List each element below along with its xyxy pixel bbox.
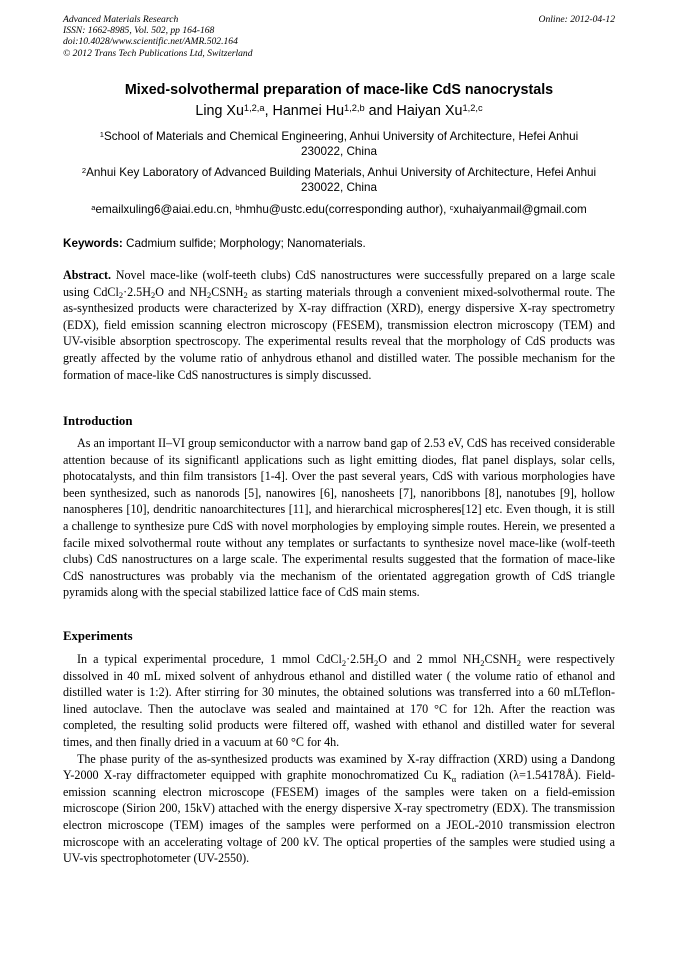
email-address: xuhaiyanmail@gmail.com [453, 203, 587, 216]
body-text: O and 2 mmol NH [378, 652, 481, 666]
email-address: hmhu@ustc.edu(corresponding author), [239, 203, 450, 216]
author-name: Hanmei Hu [272, 103, 345, 119]
abstract-text: O and NH [155, 284, 207, 299]
introduction-heading: Introduction [63, 414, 133, 428]
author-name: Haiyan Xu [396, 103, 463, 119]
email-mark: c [449, 202, 454, 212]
affiliation-text: School of Materials and Chemical Engineering, Anhui University of Architecture, Hefei Anhui [103, 130, 579, 143]
experiments-body [63, 651, 615, 867]
email-mark: a [91, 202, 96, 212]
subscript: 2 [243, 290, 248, 301]
author-affiliation-mark: 1,2,c [462, 102, 483, 113]
doi-line: doi:10.4028/www.scientific.net/AMR.502.164 [63, 36, 238, 48]
keywords-text: Cadmium sulfide; Morphology; Nanomaterials. [122, 237, 366, 250]
affiliation-text: 230022, China [300, 145, 378, 158]
journal-header [63, 14, 615, 59]
subscript: 2 [118, 290, 124, 301]
affiliation-1 [63, 129, 615, 159]
author-affiliation-mark: 1,2,a [243, 102, 265, 113]
email-address: emailxuling6@aiai.edu.cn, [95, 203, 236, 216]
keywords-label: Keywords: [63, 237, 123, 250]
issn-line: ISSN: 1662-8985, Vol. 502, pp 164-168 [63, 25, 215, 37]
abstract-text: CSNH [211, 284, 244, 299]
subscript: 2 [516, 657, 521, 668]
author-affiliation-mark: 1,2,b [344, 102, 365, 113]
keywords [63, 237, 615, 250]
experiments-heading: Experiments [63, 629, 133, 643]
abstract-text: ·2.5H [123, 284, 151, 299]
body-text: radiation (λ=1.54178Å). Field-emission scanning electron microscope (FESEM) images of the samples were taken on a field-emission microscope (Sirion 200, 15kV) attached with the energy dispersive X-ray spectrometry (EDX). The transmission electron microscope (TEM) images of the samples were performed on a JEOL-2010 transmission electron microscope with an accelerating voltage of 200 kV. The optical properties of the samples were studied using a UV-vis spectrophotometer (UV-2550). [63, 768, 615, 866]
body-text: CSNH [484, 652, 517, 666]
affiliation-mark: 2 [81, 165, 87, 175]
introduction-paragraph: As an important II–VI group semiconductor with a narrow band gap of 2.53 eV, CdS has received considerable attention because of its significantl applications such as light emitting diodes, flat panel displays, solar cells, photocatalysts, and thin film transistors [1-4]. Over the past several years, CdS with various morphologies have been synthesized, such as nanorods [5], nanowires [6], nanosheets [7], nanoribbons [8], nanotubes [9], hollow nanospheres [10], dendritic nanoarchitectures [11], and hierarchical microspheres[12] etc. Even though, it is still a challenge to synthesize pure CdS with novel morphologies by employing simple routes. Herein, we presented a facile mixed solvothermal route without any templates or surfactants to synthesize novel mace-like (wolf-teeth clubs) CdS nanostructures on a large scale. The experimental results suggested that the formation of mace-like CdS nanostructures was probably via the mechanism of the orientated aggregation growth of CdS triangle pyramids along with the special stabilized lattice face of CdS main stems. [63, 436, 615, 600]
email-mark: b [235, 202, 240, 212]
body-text: In a typical experimental procedure, 1 mmol CdCl [77, 652, 342, 666]
subscript: 2 [373, 657, 379, 668]
copyright-line: © 2012 Trans Tech Publications Ltd, Switzerland [63, 47, 253, 59]
body-text: were respectively dissolved in 40 mL mixed solvent of anhydrous ethanol and distilled water ( the volume ratio of ethanol and distilled water is 1:2). After stirring for 30 minutes, the obtained solutions was transferred into a 60 mLTeflon-lined autoclave. Then the autoclave was sealed and maintained at 170 °C for 12h. After the reaction was completed, the resulting solid products were filtered off, washed with ethanol and distilled water for several times, and then finally dried in a vacuum at 60 °C for 4h. [63, 652, 615, 749]
author-list [0, 103, 678, 119]
subscript: α [451, 773, 457, 784]
affiliation-text: 230022, China [300, 181, 378, 194]
abstract-label: Abstract. [63, 268, 112, 282]
introduction-body [63, 435, 615, 601]
paper-title: Mixed-solvothermal preparation of mace-like CdS nanocrystals [124, 82, 554, 98]
experiments-paragraph-2 [63, 751, 615, 867]
author-separator: , [264, 103, 273, 119]
affiliation-text: Anhui Key Laboratory of Advanced Building Materials, Anhui University of Architecture, Hefei Anhui [86, 166, 597, 179]
experiments-paragraph-1 [63, 651, 615, 751]
abstract-text: Novel mace-like (wolf-teeth clubs) CdS nanostructures were successfully prepared on a large scale using CdCl [63, 268, 615, 299]
journal-name: Advanced Materials Research [63, 14, 179, 25]
author-separator: and [364, 103, 397, 119]
body-text: ·2.5H [346, 652, 374, 666]
author-name: Ling Xu [195, 103, 244, 119]
subscript: 2 [150, 290, 156, 301]
body-text: The phase purity of the as-synthesized products was examined by X-ray diffraction (XRD) using a Dandong Y-2000 X-ray diffractometer equipped with graphite monochromatized Cu K [63, 751, 615, 783]
email-line [63, 202, 615, 217]
subscript: 2 [480, 657, 485, 668]
affiliation-2 [63, 165, 615, 195]
abstract-text: as starting materials through a convenient mixed-solvothermal route. The as-synthesized products were characterized by X-ray diffraction (XRD), energy dispersive X-ray spectrometry (EDX), field emission scanning electron microscopy (FESEM), transmission electron microscopy (TEM) and UV-visible absorption spectroscopy. The experimental results reveal that the morphology of CdS products was greatly affected by the volume ratio of anhydrous ethanol and distilled water. The possible mechanism for the formation of mace-like CdS nanostructures is simply discussed. [63, 284, 615, 382]
subscript: 2 [341, 657, 347, 668]
abstract [63, 267, 615, 383]
online-date: Online: 2012-04-12 [538, 14, 615, 25]
subscript: 2 [207, 290, 212, 301]
affiliation-mark: 1 [99, 129, 104, 139]
